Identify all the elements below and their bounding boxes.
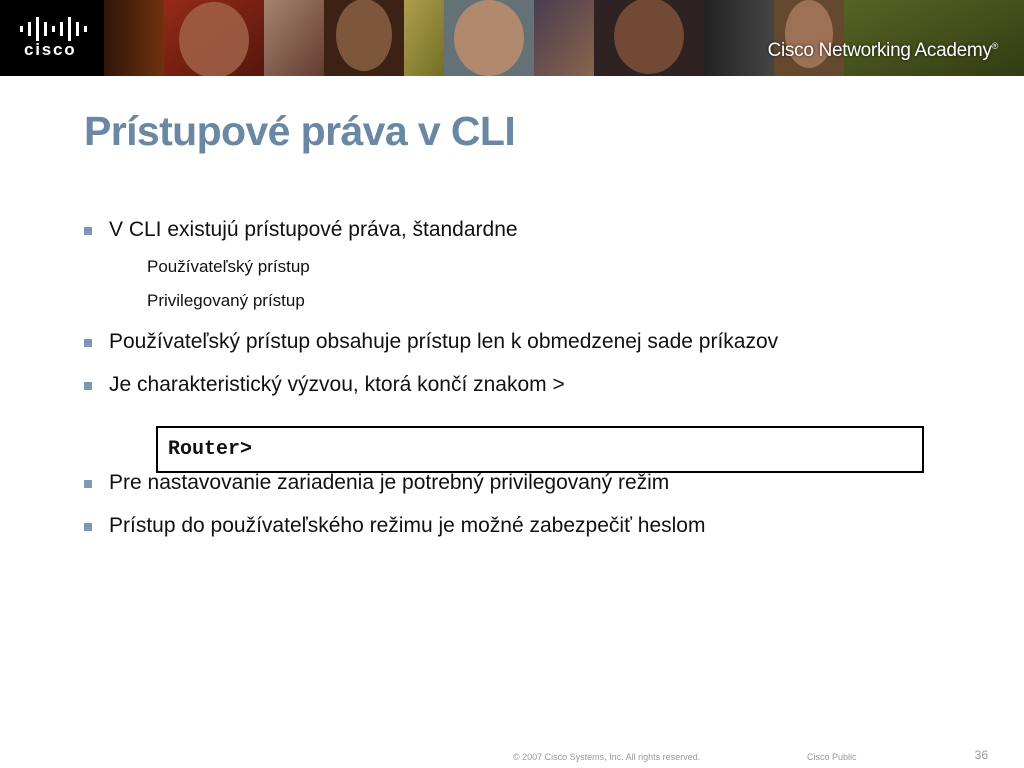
page-number: 36 <box>974 748 988 762</box>
networking-academy-brand <box>768 40 998 62</box>
cisco-bars-icon <box>20 17 88 41</box>
bullet-marker-icon <box>84 523 92 531</box>
bullet-text: Používateľský prístup obsahuje prístup len k obmedzenej sade príkazov <box>109 330 779 353</box>
bullet-text: V CLI existujú prístupové práva, štandardne <box>109 218 518 241</box>
sub-item: Používateľský prístup <box>147 257 310 276</box>
cli-prompt-text: Router> <box>168 438 253 461</box>
cisco-logo <box>0 0 104 76</box>
footer-copyright: © 2007 Cisco Systems, Inc. All rights reserved. <box>513 752 701 762</box>
bullet-marker-icon <box>84 480 92 488</box>
registered-mark: ® <box>991 41 998 51</box>
cli-prompt-box <box>156 426 924 473</box>
footer-classification: Cisco Public <box>807 752 857 762</box>
bullet-marker-icon <box>84 227 92 235</box>
bullet-marker-icon <box>84 339 92 347</box>
photo-collage-image <box>104 0 1024 76</box>
bullet-text: Prístup do používateľského režimu je možné zabezpečiť heslom <box>109 514 706 537</box>
slide-title: Prístupové práva v CLI <box>84 108 516 154</box>
bullet-text: Je charakteristický výzvou, ktorá končí znakom > <box>109 373 565 396</box>
brand-text: Cisco Networking Academy <box>767 40 992 61</box>
sub-item: Privilegovaný prístup <box>147 291 305 310</box>
cisco-logo-text: cisco <box>24 40 77 59</box>
header-banner <box>0 0 1024 76</box>
bullet-marker-icon <box>84 382 92 390</box>
bullet-text: Pre nastavovanie zariadenia je potrebný privilegovaný režim <box>109 471 670 494</box>
